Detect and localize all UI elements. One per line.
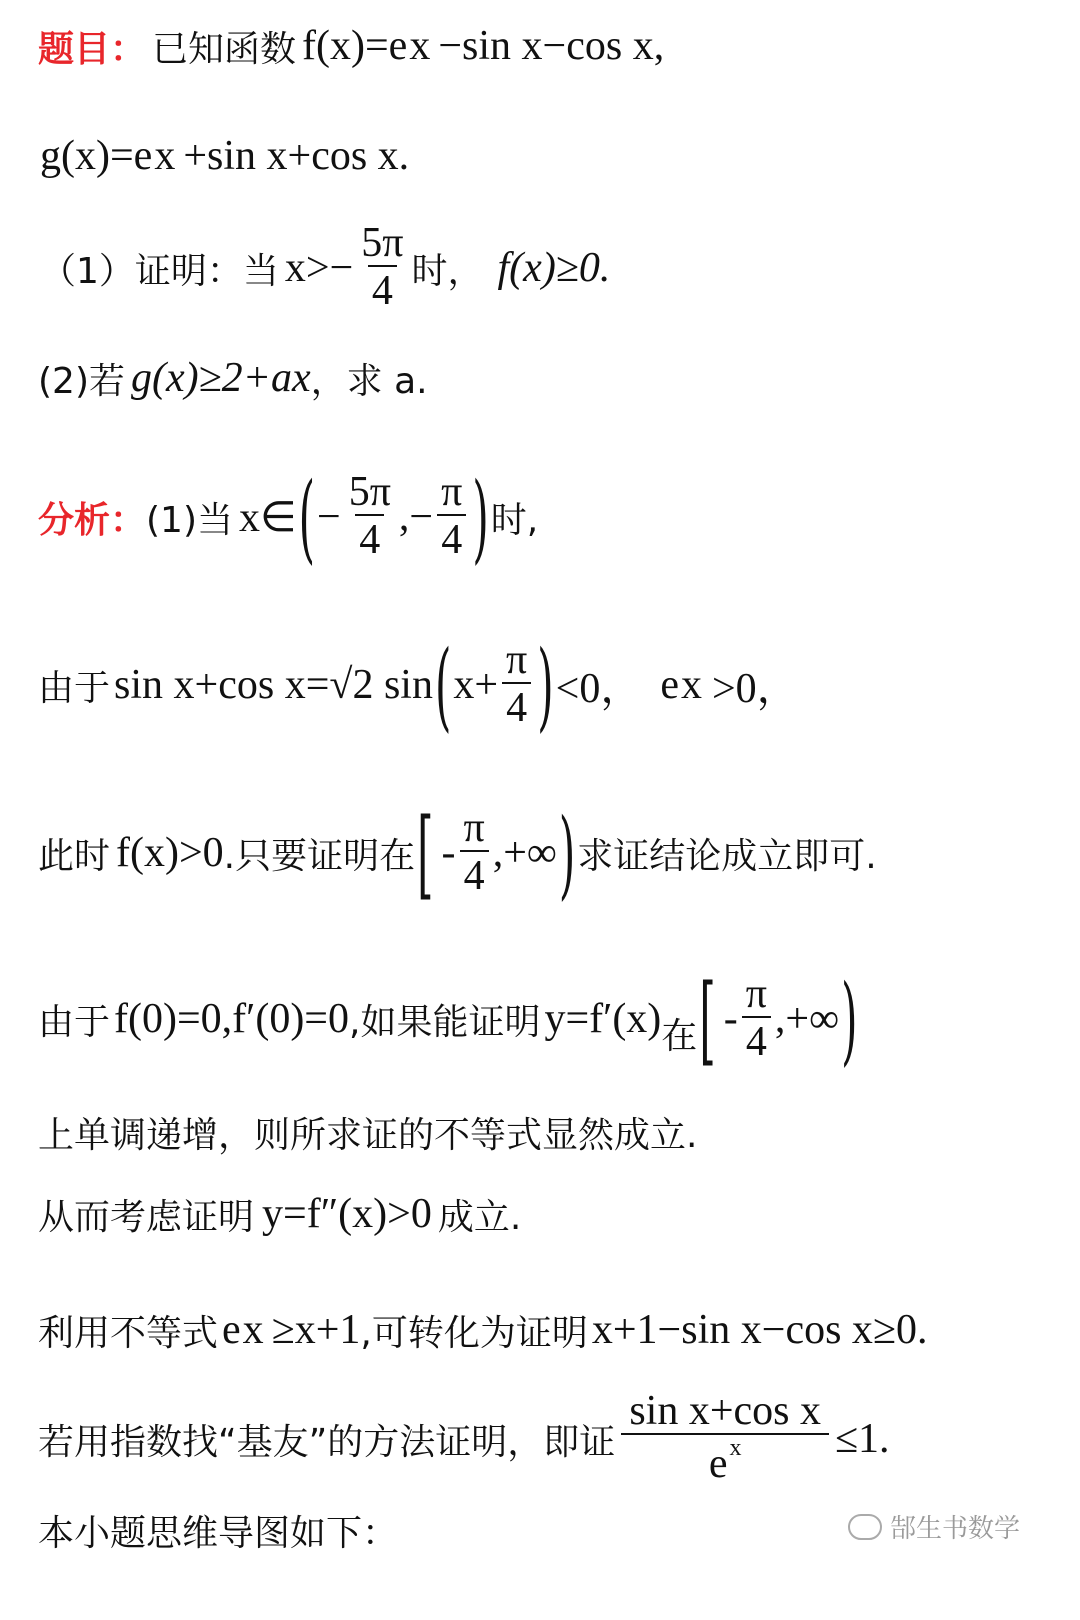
analysis-4-prefix: 由于 (38, 1001, 111, 1043)
left-bracket: [ (417, 796, 434, 910)
analysis-4-math-a: f(0)=0,f′(0)=0 (114, 996, 349, 1042)
analysis-2-math-d: >0， (711, 666, 799, 712)
analysis-2-f-den: 4 (502, 682, 531, 732)
analysis-8-den (621, 1433, 829, 1488)
analysis-line-3 (38, 798, 877, 908)
problem-part-2 (38, 350, 428, 406)
analysis-7-math-a: e (222, 1307, 241, 1353)
analysis-2-inner: x+ (453, 662, 499, 708)
left-paren: ( (298, 460, 315, 574)
analysis-2-math-b: <0， (555, 666, 643, 712)
problem-part-1 (40, 218, 610, 318)
analysis-7-mid: ,可转化为证明 (360, 1312, 588, 1354)
part1-math-b: f(x)≥0. (497, 245, 611, 291)
analysis-2-sup: x (680, 662, 702, 708)
analysis-4-fraction (742, 972, 771, 1066)
analysis-6-prefix: 从而考虑证明 (38, 1196, 255, 1238)
analysis-4-math-b: y=f′(x) (544, 996, 662, 1042)
analysis-line-5 (38, 1104, 697, 1160)
analysis-2-prefix: 由于 (38, 667, 111, 709)
wechat-icon (848, 1514, 882, 1540)
analysis-7-math-b: ≥x+1 (271, 1307, 361, 1353)
analysis-6-math: y=f″(x)>0 (262, 1191, 432, 1237)
watermark-text: 郜生书数学 (889, 1514, 1020, 1544)
analysis-1-fraction-2 (437, 470, 466, 564)
analysis-1-minus: − (317, 494, 341, 540)
analysis-8-prefix: 若用指数找“基友”的方法证明，即证 (38, 1421, 616, 1463)
analysis-5-text: 上单调递增，则所求证的不等式显然成立. (38, 1114, 698, 1156)
analysis-1-prefix: (1)当 (146, 499, 234, 541)
analysis-1-fraction-1 (345, 470, 395, 564)
analysis-9-text: 本小题思维导图如下： (38, 1512, 399, 1554)
g-definition-b: +sin x+cos x. (183, 133, 410, 179)
analysis-line-8 (38, 1384, 890, 1494)
problem-label: 题目： (38, 28, 147, 70)
right-paren: ) (472, 460, 489, 574)
analysis-3-math: f(x)>0 (116, 830, 224, 876)
analysis-8-den-sup: x (729, 1435, 742, 1462)
analysis-line-2 (38, 630, 799, 740)
analysis-1-suffix: 时, (490, 499, 539, 541)
analysis-7-math-c: x+1−sin x−cos x≥0. (591, 1307, 928, 1353)
analysis-3-tail: ,+∞ (492, 830, 557, 876)
analysis-6-suffix: 成立. (437, 1196, 522, 1238)
analysis-3-fraction (460, 806, 489, 900)
analysis-label: 分析： (38, 499, 147, 541)
analysis-2-f-num: π (506, 636, 528, 683)
f-definition-b: −sin x−cos x, (438, 23, 665, 69)
problem-line-2 (40, 128, 409, 184)
part1-math-a: x>− (284, 245, 354, 291)
right-paren: ) (558, 796, 576, 910)
analysis-4-tail: ,+∞ (774, 996, 840, 1042)
analysis-8-num: sin x+cos x (629, 1388, 821, 1435)
analysis-4-f-den: 4 (742, 1016, 771, 1066)
analysis-4-mid: ,如果能证明 (349, 1001, 541, 1043)
g-definition-a: g(x)=e (40, 133, 153, 179)
analysis-4-f-num: π (745, 970, 767, 1017)
analysis-line-6 (38, 1186, 521, 1242)
analysis-3-f-den: 4 (460, 850, 489, 900)
g-definition-sup: x (154, 133, 176, 179)
left-bracket: [ (699, 962, 716, 1076)
analysis-8-tail: ≤1. (835, 1416, 890, 1462)
analysis-1-f2-den: 4 (437, 514, 466, 564)
problem-intro-text: 已知函数 (152, 28, 297, 70)
analysis-3-mid: .只要证明在 (223, 835, 416, 877)
f-definition-a: f(x)=e (302, 23, 408, 69)
analysis-8-fraction (625, 1389, 825, 1488)
analysis-line-7 (38, 1300, 928, 1360)
part1-prefix: （1）证明：当 (40, 250, 279, 292)
analysis-7-sup: x (242, 1307, 264, 1353)
analysis-3-prefix: 此时 (38, 835, 111, 877)
analysis-1-f1-num: 5π (348, 468, 391, 515)
part2-prefix: (2)若 (38, 360, 125, 402)
analysis-8-den-base: e (708, 1441, 728, 1488)
part2-suffix: ，求 a. (310, 360, 428, 402)
analysis-1-comma: ,− (398, 494, 434, 540)
analysis-1-math-a: x∈ (239, 495, 297, 541)
analysis-4-minus: - (723, 996, 738, 1042)
watermark (848, 1508, 1020, 1545)
analysis-4-zai: 在 (661, 1015, 698, 1057)
problem-line-1 (38, 18, 664, 74)
right-paren: ) (841, 962, 858, 1076)
analysis-2-fraction (502, 638, 531, 732)
analysis-2-math-a: sin x+cos x=√2 sin (114, 662, 433, 708)
analysis-3-minus: - (441, 830, 456, 876)
left-paren: ( (434, 628, 452, 742)
analysis-1-f1-den: 4 (355, 514, 384, 564)
analysis-line-1 (38, 462, 538, 572)
f-definition-sup: x (409, 23, 431, 69)
analysis-line-4 (38, 964, 859, 1074)
part2-math: g(x)≥2+ax (131, 355, 311, 401)
analysis-line-9 (38, 1500, 398, 1560)
analysis-2-math-c: e (660, 662, 679, 708)
part1-frac-num: 5π (361, 219, 404, 266)
analysis-3-suffix: 求证结论成立即可. (577, 835, 877, 877)
analysis-1-f2-num: π (441, 468, 463, 515)
analysis-3-f-num: π (463, 804, 485, 851)
analysis-7-prefix: 利用不等式 (38, 1312, 219, 1354)
part1-fraction (357, 221, 407, 315)
right-paren: ) (537, 628, 554, 742)
part1-mid: 时， (411, 250, 484, 292)
part1-frac-den: 4 (368, 265, 397, 315)
